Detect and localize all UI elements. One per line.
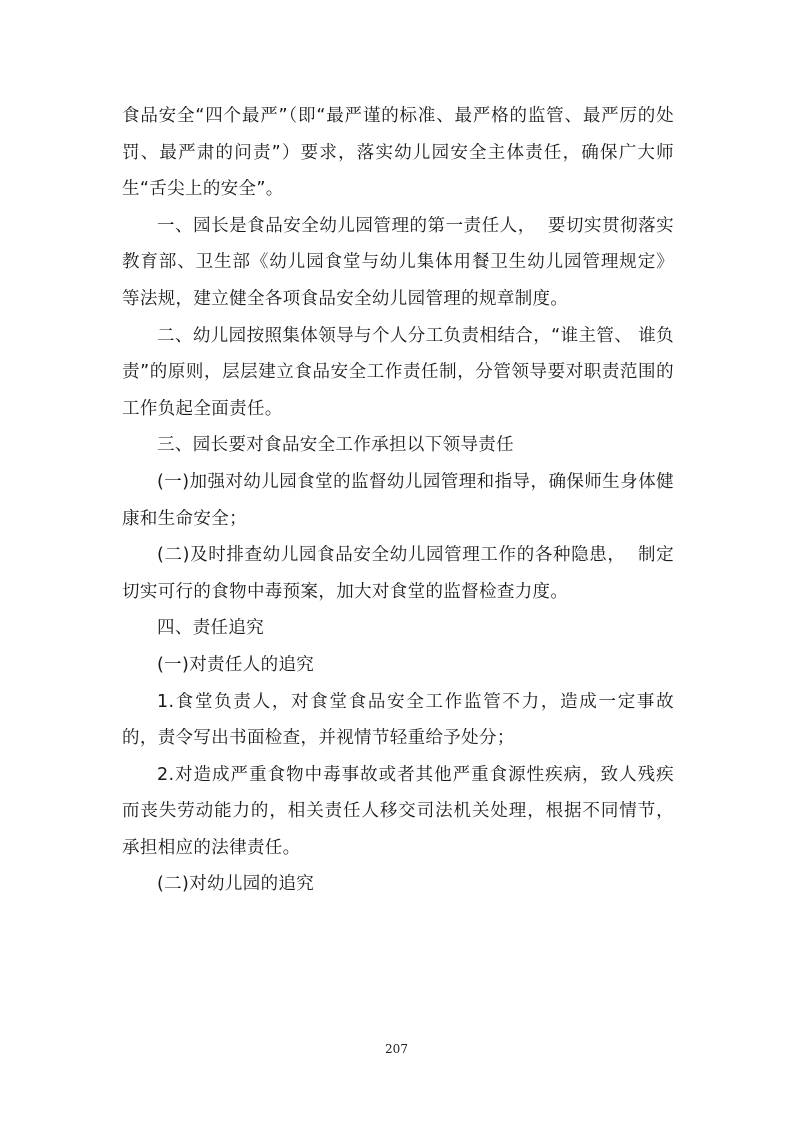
body-text [122,98,674,903]
paragraph-subsection-kindergarten: (二)对幼儿园的追究 [157,874,315,895]
paragraph-section-2: 二、幼儿园按照集体领导与个人分工负责相结合，“谁主管、 谁负责”的原则，层层建立食品安全工作责任制，分管领导要对职责范围的工作负起全面责任。 [122,325,674,419]
paragraph-item-1: 1.食堂负责人，对食堂食品安全工作监管不力，造成一定事故的，责令写出书面检查，并视情节轻重给予处分； [122,691,674,749]
paragraph-section-4-heading: 四、责任追究 [157,618,265,639]
paragraph-item-2: 2.对造成严重食物中毒事故或者其他严重食源性疾病，致人残疾而丧失劳动能力的，相关责任人移交司法机关处理，根据不同情节，承担相应的法律责任。 [122,764,674,858]
page-number: 207 [385,1042,408,1056]
paragraph-section-3-item-2: (二)及时排查幼儿园食品安全幼儿园管理工作的各种隐患， 制定切实可行的食物中毒预案，加大对食堂的监督检查力度。 [122,545,674,602]
paragraph-subsection-responsible-person: (一)对责任人的追究 [157,654,315,675]
paragraph-section-3-heading: 三、园长要对食品安全工作承担以下领导责任 [157,435,514,456]
paragraph-section-3-item-1: (一)加强对幼儿园食堂的监督幼儿园管理和指导，确保师生身体健康和生命安全； [122,471,674,529]
paragraph-intro: 食品安全“四个最严”（即“最严谨的标准、最严格的监管、最严厉的处罚、最严肃的问责”）要求，落实幼儿园安全主体责任，确保广大师生“舌尖上的安全”。 [122,106,674,200]
paragraph-section-1: 一、园长是食品安全幼儿园管理的第一责任人， 要切实贯彻落实教育部、卫生部《幼儿园食堂与幼儿集体用餐卫生幼儿园管理规定》等法规，建立健全各项食品安全幼儿园管理的规章制度。 [122,215,674,309]
